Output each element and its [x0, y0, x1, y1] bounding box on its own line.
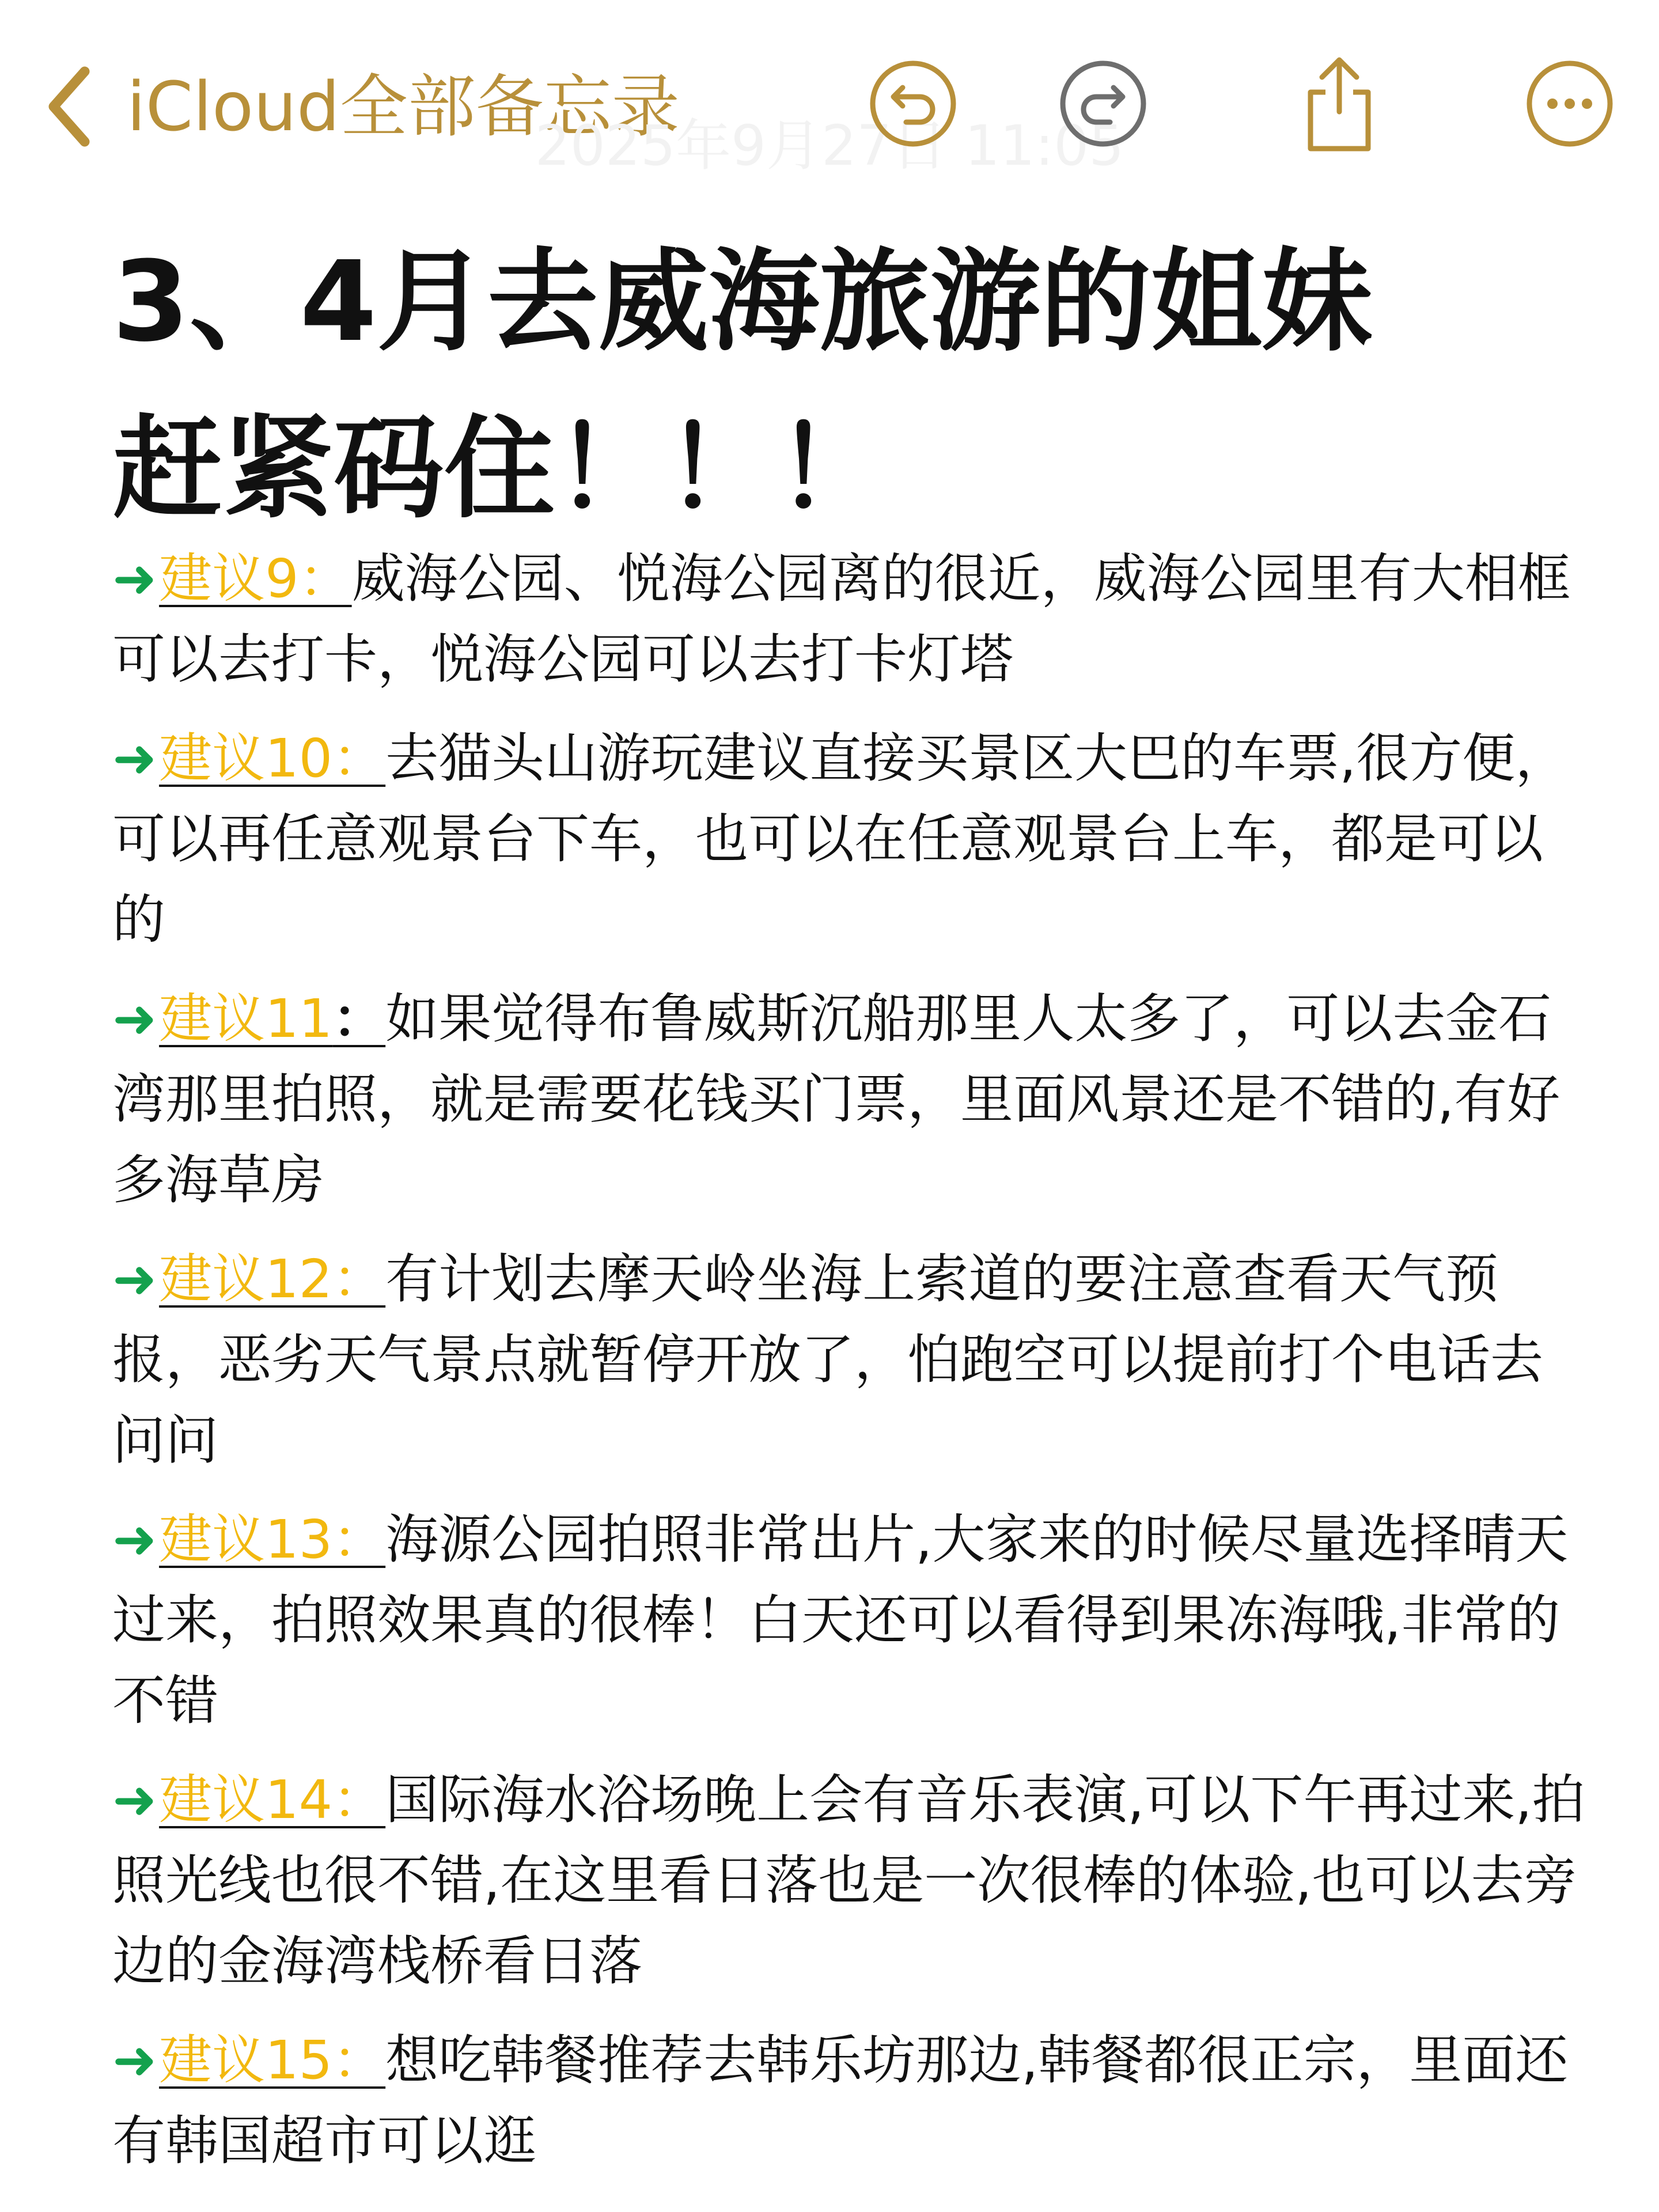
more-icon[interactable]: [1521, 55, 1619, 153]
tip-tag: 建议14：: [159, 1769, 386, 1831]
back-label: iCloud全部备忘录: [127, 67, 680, 146]
redo-icon[interactable]: [1054, 55, 1152, 153]
note-title-line-1: 3、4月去威海旅游的姐妹: [112, 238, 1373, 366]
tip-paragraph: [112, 718, 1593, 960]
tip-text: 威海公园、悦海公园离的很近，威海公园里有大相框可以去打卡，悦海公园可以去打卡灯塔: [112, 548, 1571, 690]
tip-paragraph: [112, 1499, 1593, 1741]
tip-paragraph: [112, 1239, 1593, 1481]
tip-tag: 建议15：: [159, 2029, 386, 2091]
tip-paragraph: [112, 979, 1593, 1221]
share-icon[interactable]: [1290, 55, 1388, 153]
tip-text: 想吃韩餐推荐去韩乐坊那边,韩餐都很正宗，里面还有韩国超市可以逛: [112, 2029, 1569, 2172]
tip-tag: 建议10：: [159, 728, 386, 789]
arrow-right-icon: ➜: [112, 988, 157, 1050]
arrow-right-icon: ➜: [112, 728, 157, 789]
tip-paragraph: [112, 1760, 1593, 2002]
tip-tag: 建议9：: [159, 548, 352, 609]
note-title: [112, 219, 1552, 553]
tip-tag: 建议11: [159, 988, 333, 1050]
note-title-line-2: 赶紧码住！！！: [112, 405, 887, 533]
tip-paragraph: [112, 2020, 1593, 2181]
tip-text: 如果觉得布鲁威斯沉船那里人太多了，可以去金石湾那里拍照，就是需要花钱买门票，里面风景还是不错的,有好多海草房: [112, 988, 1560, 1211]
tip-tag: 建议13：: [159, 1509, 386, 1570]
note-date: 2025年9月27日 11:05: [535, 113, 1124, 178]
tip-text: 去猫头山游玩建议直接买景区大巴的车票,很方便，可以再任意观景台下车，也可以在任意观景台上车，都是可以的: [112, 728, 1569, 950]
undo-icon[interactable]: [864, 55, 962, 153]
arrow-right-icon: ➜: [112, 1248, 157, 1310]
arrow-right-icon: ➜: [112, 1769, 157, 1831]
tip-text: 海源公园拍照非常出片,大家来的时候尽量选择晴天过来，拍照效果真的很棒！白天还可以看得到果冻海哦,非常的不错: [112, 1509, 1569, 1732]
tip-tag: 建议12：: [159, 1248, 386, 1310]
tip-text: 国际海水浴场晚上会有音乐表演,可以下午再过来,拍照光线也很不错,在这里看日落也是一次很棒的体验,也可以去旁边的金海湾栈桥看日落: [112, 1769, 1585, 1992]
arrow-right-icon: ➜: [112, 2029, 157, 2091]
arrow-right-icon: ➜: [112, 1509, 157, 1570]
tip-text: 有计划去摩天岭坐海上索道的要注意查看天气预报，恶劣天气景点就暂停开放了，怕跑空可以提前打个电话去问问: [112, 1248, 1544, 1471]
note-body[interactable]: [112, 539, 1593, 2200]
navigation-bar: [0, 0, 1659, 190]
arrow-right-icon: ➜: [112, 548, 157, 609]
tip-tag-suffix: ：: [332, 988, 386, 1050]
tip-paragraph: [112, 539, 1593, 700]
